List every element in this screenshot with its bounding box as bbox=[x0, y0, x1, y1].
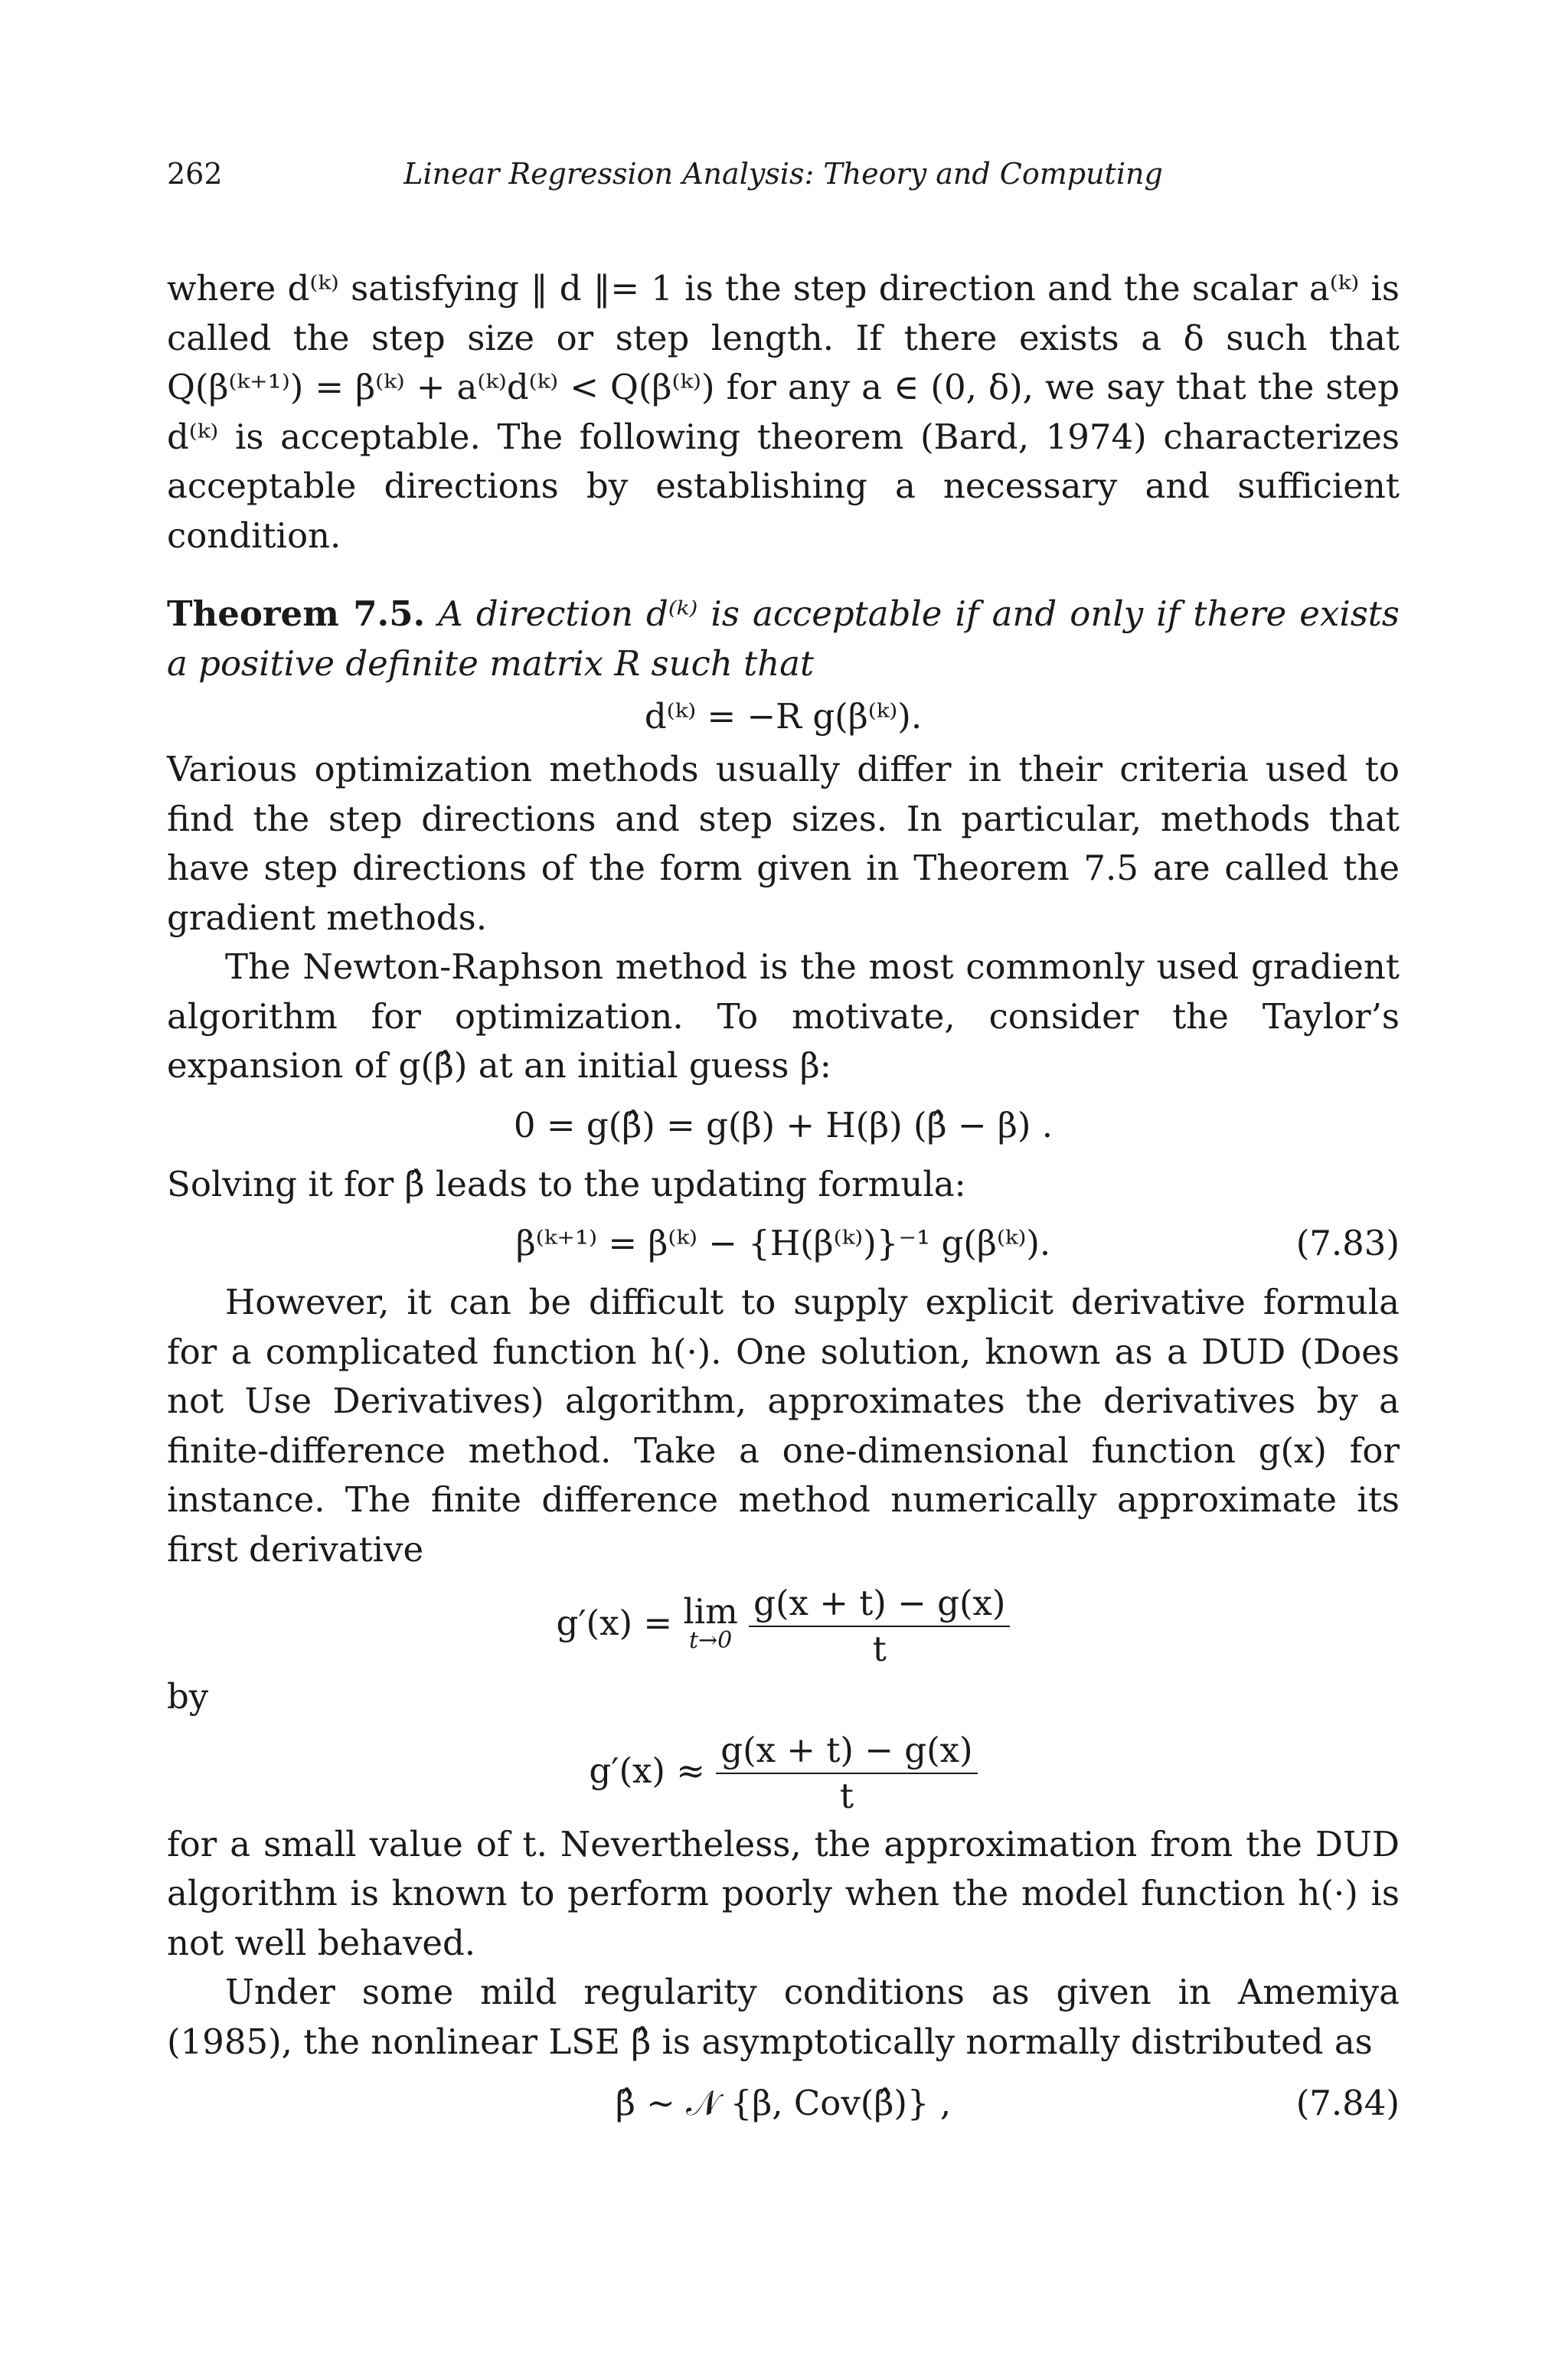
equation-derivative-approx bbox=[167, 1722, 1400, 1820]
page-number: 262 bbox=[167, 157, 223, 191]
equation-taylor-expansion bbox=[167, 1091, 1400, 1160]
limit-operator bbox=[683, 1590, 738, 1655]
page-header bbox=[167, 157, 1400, 203]
paragraph-dud: However, it can be difficult to supply explicit derivative formula for a complicated function h(·). One solution, known as a DUD (Does not Use Derivatives) algorithm, approximates the derivatives by a finite-difference method. Take a one-dimensional function g(x) for instance. The finite difference method numerically approximate its first derivative bbox=[167, 1282, 1400, 1570]
paragraph-newton-raphson: The Newton-Raphson method is the most commonly used gradient algorithm for optimization. To motivate, consider the Taylor’s expansion of g(β̂) at an initial guess β: bbox=[167, 946, 1400, 1086]
equation-7-83 bbox=[167, 1209, 1400, 1278]
theorem-7-5 bbox=[167, 590, 1400, 688]
fraction-denominator: t bbox=[872, 1628, 887, 1669]
paragraph-step-direction: where d⁽ᵏ⁾ satisfying ‖ d ‖= 1 is the step direction and the scalar a⁽ᵏ⁾ is called the step size or step length. If there exists a δ such that Q(β⁽ᵏ⁺¹⁾) = β⁽ᵏ⁾ + a⁽ᵏ⁾d⁽ᵏ⁾ < Q(β⁽ᵏ⁾) for any a ∈ (0, δ), we say that the step d⁽ᵏ⁾ is acceptable. The following theorem (Bard, 1974) characterizes acceptable directions by establishing a necessary and sufficient condition. bbox=[167, 268, 1400, 556]
fraction-denominator: t bbox=[839, 1776, 854, 1816]
equation-lhs: g′(x) ≈ bbox=[589, 1750, 705, 1791]
equation-text: β̂ ∼ 𝒩 {β, Cov(β̂)} , bbox=[615, 2083, 952, 2123]
limit-text: lim bbox=[683, 1590, 738, 1632]
theorem-label: Theorem 7.5. bbox=[167, 593, 426, 634]
limit-subscript: t→0 bbox=[688, 1626, 733, 1654]
equation-number: (7.84) bbox=[1295, 2083, 1400, 2123]
fraction-numerator: g(x + t) − g(x) bbox=[716, 1728, 977, 1774]
theorem-statement: A direction d⁽ᵏ⁾ is acceptable if and only if there exists a positive definite matrix R such that bbox=[167, 593, 1400, 684]
paragraph-asymptotic: Under some mild regularity conditions as given in Amemiya (1985), the nonlinear LSE β̂ is asymptotically normally distributed as bbox=[167, 1972, 1400, 2062]
paragraph-by: by bbox=[167, 1676, 209, 1717]
equation-derivative-limit bbox=[167, 1574, 1400, 1672]
paragraph-optimization-methods: Various optimization methods usually differ in their criteria used to find the step directions and step sizes. In particular, methods that have step directions of the form given in Theorem 7.5 are called the gradient methods. bbox=[167, 749, 1400, 938]
paragraph-small-value: for a small value of t. Nevertheless, the approximation from the DUD algorithm is known to perform poorly when the model function h(·) is not well behaved. bbox=[167, 1823, 1400, 1963]
equation-text: 0 = g(β̂) = g(β) + H(β) (β̂ − β) . bbox=[513, 1104, 1054, 1145]
page-body bbox=[167, 264, 1400, 2140]
paragraph-solving: Solving it for β̂ leads to the updating formula: bbox=[167, 1163, 966, 1204]
difference-quotient bbox=[749, 1581, 1010, 1672]
equation-number: (7.83) bbox=[1295, 1223, 1400, 1263]
equation-theorem-direction bbox=[167, 688, 1400, 745]
running-title: Linear Regression Analysis: Theory and Computing bbox=[403, 157, 1163, 191]
difference-quotient bbox=[716, 1728, 977, 1819]
equation-lhs: g′(x) = bbox=[556, 1603, 673, 1643]
equation-text: β⁽ᵏ⁺¹⁾ = β⁽ᵏ⁾ − {H(β⁽ᵏ⁾)}⁻¹ g(β⁽ᵏ⁾). bbox=[515, 1223, 1051, 1263]
equation-7-84 bbox=[167, 2067, 1400, 2140]
equation-text: d⁽ᵏ⁾ = −R g(β⁽ᵏ⁾). bbox=[644, 696, 923, 737]
fraction-numerator: g(x + t) − g(x) bbox=[749, 1581, 1010, 1627]
